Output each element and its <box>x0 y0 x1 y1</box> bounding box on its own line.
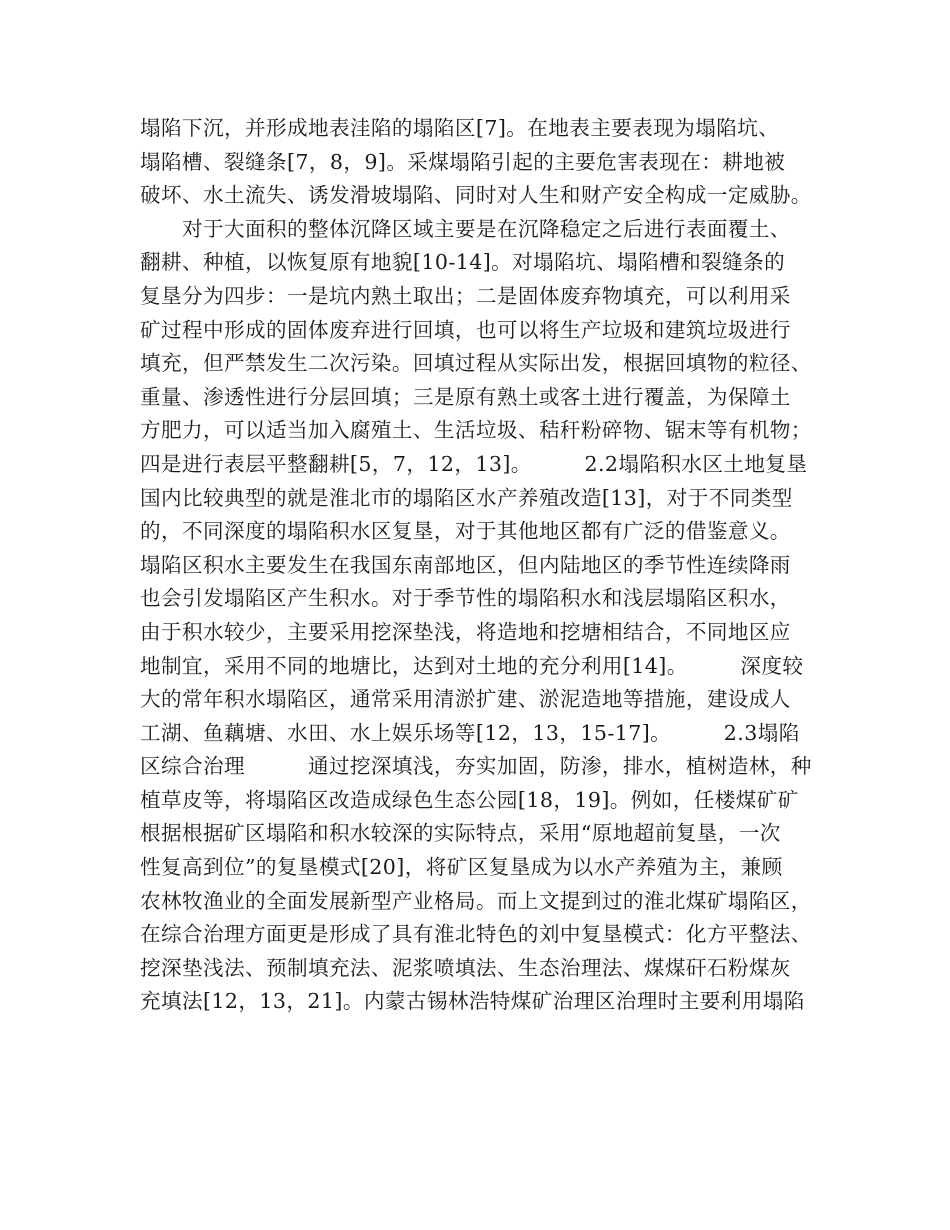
text-line: 大的常年积水塌陷区，通常采用清淤扩建、淤泥造地等措施，建设成人 <box>140 687 791 712</box>
text-line: 性复高到位”的复垦模式[20]，将矿区复垦成为以水产养殖为主，兼顾 <box>140 855 783 880</box>
text-line: 塌陷下沉，并形成地表洼陷的塌陷区[7]。在地表主要表现为塌陷坑、 <box>140 116 780 140</box>
text-line: 区综合治理 通过挖深填浅，夯实加固，防渗，排水，植树造林，种 <box>140 754 812 779</box>
text-line: 国内比较典型的就是淮北市的塌陷区水产养殖改造[13]，对于不同类型 <box>140 485 793 510</box>
text-line: 四是进行表层平整翻耕[5，7，12，13]。 2.2塌陷积水区土地复垦 <box>140 451 808 476</box>
body-text <box>140 112 820 1019</box>
text-line: 塌陷槽、裂缝条[7，8，9]。采煤塌陷引起的主要危害表现在：耕地被 <box>140 149 786 174</box>
text-line: 工湖、鱼藕塘、水田、水上娱乐场等[12，13，15-17]。 2.3塌陷 <box>140 720 800 745</box>
text-line: 植草皮等，将塌陷区改造成绿色生态公园[18，19]。例如，任楼煤矿矿 <box>140 787 799 812</box>
text-line: 对于大面积的整体沉降区域主要是在沉降稳定之后进行表面覆土、 <box>140 216 791 241</box>
text-line: 方肥力，可以适当加入腐殖土、生活垃圾、秸秆粉碎物、锯末等有机物； <box>140 418 812 443</box>
text-line: 翻耕、种植，以恢复原有地貌[10-14]。对塌陷坑、塌陷槽和裂缝条的 <box>140 250 786 275</box>
text-line: 也会引发塌陷区产生积水。对于季节性的塌陷积水和浅层塌陷区积水， <box>140 586 791 611</box>
text-line: 塌陷区积水主要发生在我国东南部地区，但内陆地区的季节性连续降雨 <box>140 552 791 577</box>
text-line: 在综合治理方面更是形成了具有淮北特色的刘中复垦模式：化方平整法、 <box>140 922 812 947</box>
text-line: 根据根据矿区塌陷和积水较深的实际特点，采用“原地超前复垦，一次 <box>140 821 781 846</box>
text-line: 矿过程中形成的固体废弃进行回填，也可以将生产垃圾和建筑垃圾进行 <box>140 317 791 342</box>
text-line: 由于积水较少，主要采用挖深垫浅，将造地和挖塘相结合，不同地区应 <box>140 619 791 644</box>
text-line: 充填法[12，13，21]。内蒙古锡林浩特煤矿治理区治理时主要利用塌陷 <box>140 989 805 1014</box>
text-line: 填充，但严禁发生二次污染。回填过程从实际出发，根据回填物的粒径、 <box>140 351 812 376</box>
text-line: 复垦分为四步：一是坑内熟土取出；二是固体废弃物填充，可以利用采 <box>140 283 791 308</box>
text-line: 重量、渗透性进行分层回填；三是原有熟土或客土进行覆盖，为保障土 <box>140 384 791 409</box>
text-line: 破坏、水土流失、诱发滑坡塌陷、同时对人生和财产安全构成一定威胁。 <box>140 183 812 208</box>
text-line: 农林牧渔业的全面发展新型产业格局。而上文提到过的淮北煤矿塌陷区， <box>140 888 812 913</box>
text-line: 挖深垫浅法、预制填充法、泥浆喷填法、生态治理法、煤煤矸石粉煤灰 <box>140 955 791 980</box>
text-line: 地制宜，采用不同的地塘比，达到对土地的充分利用[14]。 深度较 <box>140 653 804 678</box>
text-line: 的，不同深度的塌陷积水区复垦，对于其他地区都有广泛的借鉴意义。 <box>140 519 791 544</box>
